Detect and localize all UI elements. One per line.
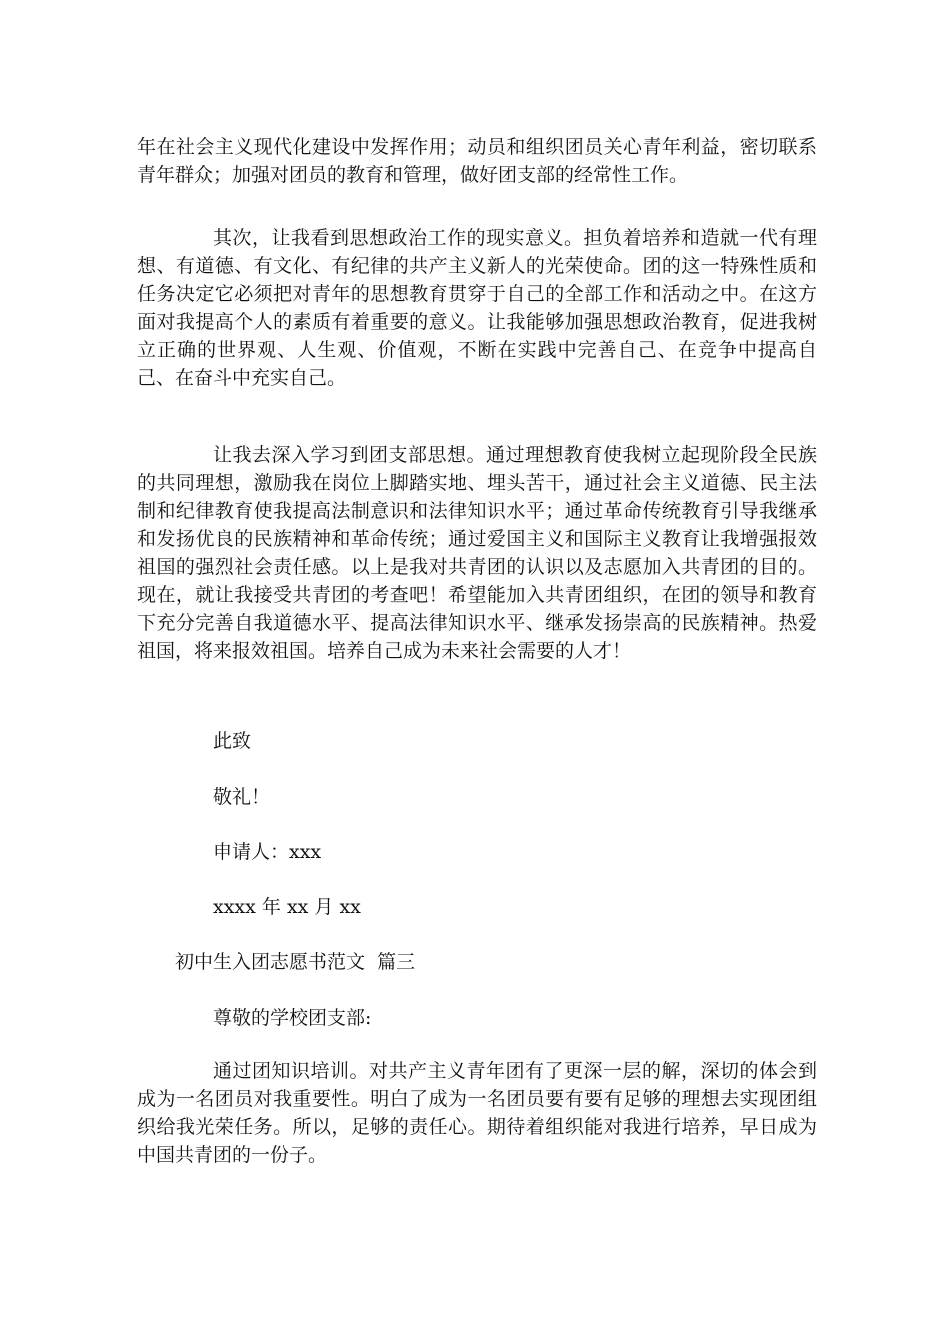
applicant-line: 申请人：xxx <box>213 841 322 863</box>
paragraph-1: 年在社会主义现代化建设中发挥作用；动员和组织团员关心青年利益，密切联系青年群众；加强对团员的教育和管理，做好团支部的经常性工作。 <box>137 136 817 186</box>
greeting-line: 尊敬的学校团支部: <box>213 1007 372 1029</box>
paragraph-3: 让我去深入学习到团支部思想。通过理想教育使我树立起现阶段全民族的共同理想，激励我在岗位上脚踏实地、埋头苦干，通过社会主义道德、民主法制和纪律教育使我提高法制意识和法律知识水平；通过革命传统教育引导我继承和发扬优良的民族精神和革命传统；通过爱国主义和国际主义教育让我增强报效祖国的强烈社会责任感。以上是我对共青团的认识以及志愿加入共青团的目的。现在，就让我接受共青团的考查吧！希望能加入共青团组织，在团的领导和教育下充分完善自我道德水平、提高法律知识水平、继承发扬崇高的民族精神。热爱祖国，将来报效祖国。培养自己成为未来社会需要的人才！ <box>137 444 817 662</box>
closing-regards: 敬礼！ <box>213 786 271 808</box>
date-line: xxxx 年 xx 月 xx <box>213 896 361 918</box>
paragraph-4: 通过团知识培训。对共产主义青年团有了更深一层的解，深切的体会到成为一名团员对我重要性。明白了成为一名团员要有要有足够的理想去实现团组织给我光荣任务。所以，足够的责任心。期待着组织能对我进行培养，早日成为中国共青团的一份子。 <box>137 1060 817 1166</box>
section-heading: 初中生入团志愿书范文 篇三 <box>175 951 416 973</box>
paragraph-2: 其次，让我看到思想政治工作的现实意义。担负着培养和造就一代有理想、有道德、有文化、有纪律的共产主义新人的光荣使命。团的这一特殊性质和任务决定它必须把对青年的思想教育贯穿于自己的全部工作和活动之中。在这方面对我提高个人的素质有着重要的意义。让我能够加强思想政治教育，促进我树立正确的世界观、人生观、价值观，不断在实践中完善自己、在竞争中提高自己、在奋斗中充实自己。 <box>137 227 817 389</box>
closing-salutation: 此致 <box>213 730 252 752</box>
